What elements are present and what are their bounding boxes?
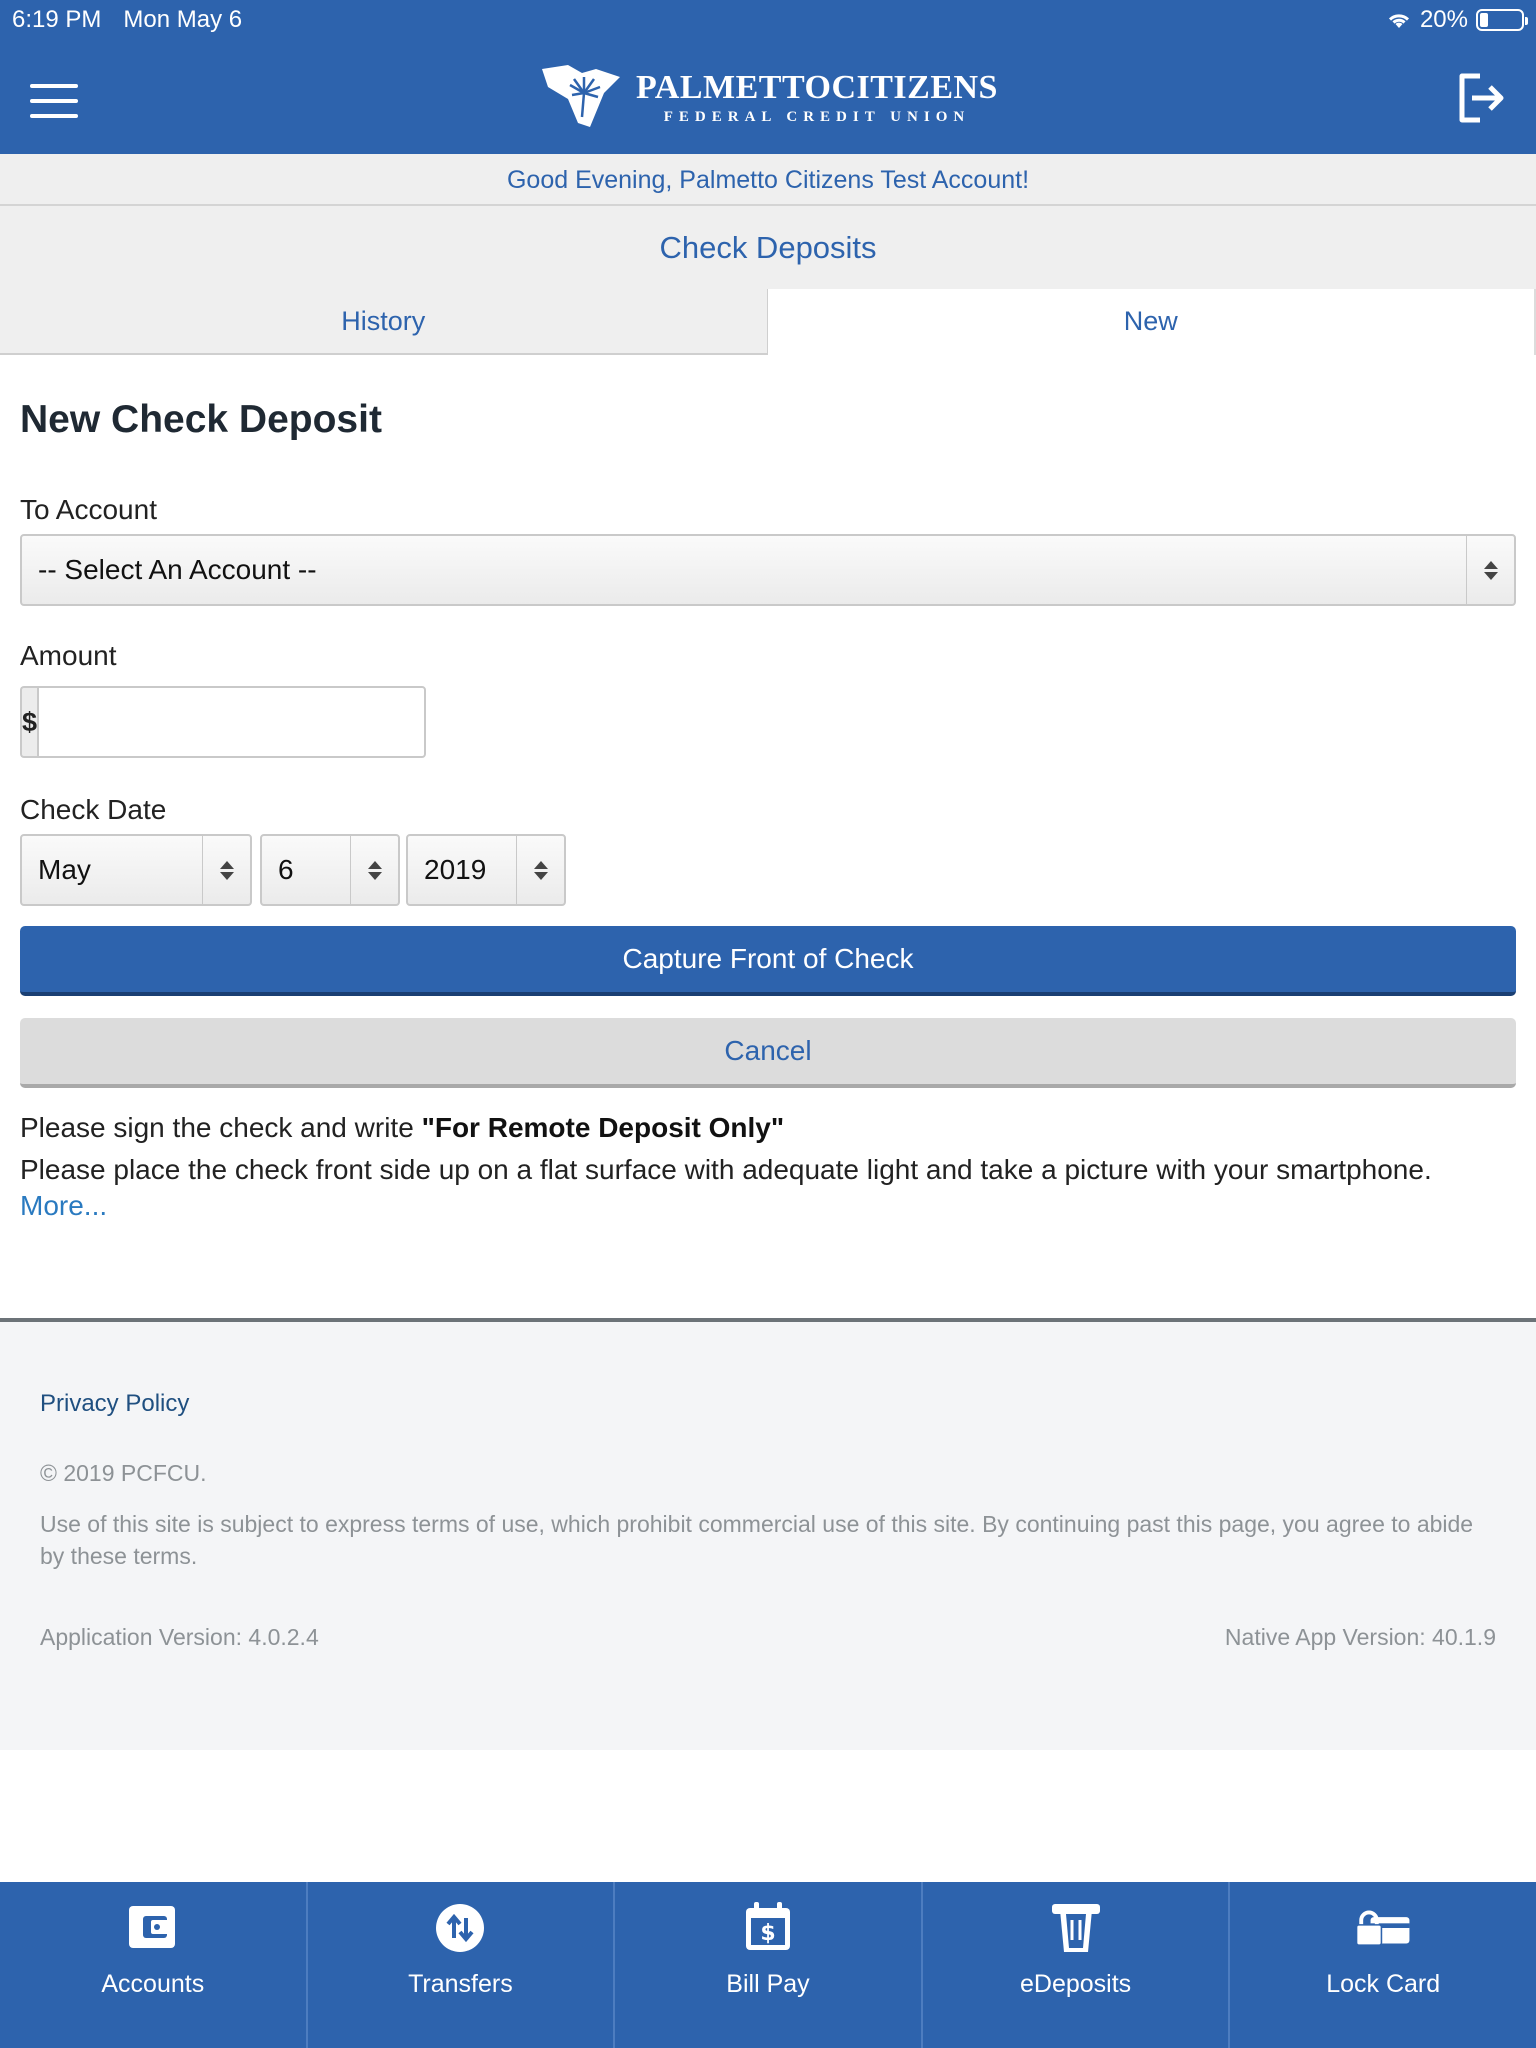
logo-main-text: PALMETTOCITIZENS (636, 68, 998, 106)
copyright-text: © 2019 PCFCU. (40, 1460, 207, 1486)
wallet-icon (125, 1900, 181, 1956)
lock-card-icon (1355, 1900, 1411, 1956)
nav-lock-card-label: Lock Card (1326, 1970, 1441, 1998)
tab-bar (0, 289, 1536, 355)
form-title: New Check Deposit (20, 398, 382, 441)
logo-sub-text: FEDERAL CREDIT UNION (663, 108, 971, 125)
check-deposit-icon (1048, 1900, 1104, 1956)
calendar-dollar-icon (740, 1900, 796, 1956)
nav-bill-pay[interactable] (615, 1882, 923, 2048)
nav-edeposits-label: eDeposits (1019, 1970, 1132, 1998)
app-version-text: Application Version: 4.0.2.4 (40, 1624, 319, 1650)
amount-input[interactable] (37, 686, 426, 758)
amount-group (20, 686, 426, 758)
to-account-value: -- Select An Account -- (38, 554, 317, 585)
terms-text: Use of this site is subject to express terms of use, which prohibit commercial use of this site. By continuing past this page, you agree to abide by these terms. (40, 1511, 1474, 1569)
battery-level (1480, 13, 1488, 27)
instruction-sign (20, 1112, 784, 1144)
nav-lock-card[interactable] (1230, 1882, 1536, 2048)
year-select[interactable] (406, 834, 566, 906)
nav-transfers-label: Transfers (408, 1970, 513, 1998)
bottom-nav (0, 1882, 1536, 2048)
more-link[interactable]: More... (20, 1190, 108, 1221)
remote-deposit-phrase: "For Remote Deposit Only" (421, 1112, 785, 1143)
status-right (1386, 6, 1524, 34)
palmetto-tree-logo-icon (538, 63, 624, 131)
app-header (0, 40, 1536, 154)
page-footer (0, 1318, 1536, 1750)
select-arrows-icon (1466, 536, 1514, 604)
month-select[interactable] (20, 834, 252, 906)
greeting-banner: Good Evening, Palmetto Citizens Test Account! (0, 154, 1536, 206)
logout-icon[interactable] (1456, 72, 1506, 124)
tab-history[interactable]: History (0, 289, 768, 355)
amount-label: Amount (20, 640, 117, 671)
status-time: 6:19 PM (12, 6, 102, 33)
cancel-button[interactable]: Cancel (20, 1018, 1516, 1088)
transfer-arrows-icon (432, 1900, 488, 1956)
day-value: 6 (278, 854, 294, 885)
instruction-sign-text: Please sign the check and write (20, 1112, 422, 1143)
nav-accounts-label: Accounts (101, 1970, 205, 1998)
capture-front-button[interactable]: Capture Front of Check (20, 926, 1516, 996)
status-bar (0, 0, 1536, 40)
to-account-label: To Account (20, 494, 157, 525)
month-value: May (38, 854, 91, 885)
select-arrows-icon (350, 836, 398, 904)
day-select[interactable] (260, 834, 400, 906)
select-arrows-icon (202, 836, 250, 904)
nav-transfers[interactable] (308, 1882, 616, 2048)
status-date: Mon May 6 (123, 6, 243, 33)
nav-edeposits[interactable] (923, 1882, 1231, 2048)
brand-logo (538, 63, 998, 131)
battery-icon (1476, 9, 1524, 31)
to-account-select[interactable] (20, 534, 1516, 606)
instruction-photo: Please place the check front side up on a flat surface with adequate light and take a picture with your smartphone. (20, 1154, 1432, 1185)
wifi-icon (1386, 10, 1412, 30)
native-version-text: Native App Version: 40.1.9 (1224, 1624, 1496, 1650)
nav-accounts[interactable] (0, 1882, 308, 2048)
tab-new[interactable]: New (768, 289, 1536, 355)
check-date-label: Check Date (20, 794, 167, 825)
currency-prefix: $ (20, 686, 37, 758)
nav-bill-pay-label: Bill Pay (726, 1970, 810, 1998)
year-value: 2019 (424, 854, 487, 885)
privacy-policy-link[interactable]: Privacy Policy (40, 1390, 190, 1417)
hamburger-menu-icon[interactable] (30, 84, 78, 118)
battery-percent: 20% (1419, 6, 1468, 33)
select-arrows-icon (516, 836, 564, 904)
svg-text:$: $ (760, 1921, 776, 1946)
page-title: Check Deposits (0, 206, 1536, 290)
